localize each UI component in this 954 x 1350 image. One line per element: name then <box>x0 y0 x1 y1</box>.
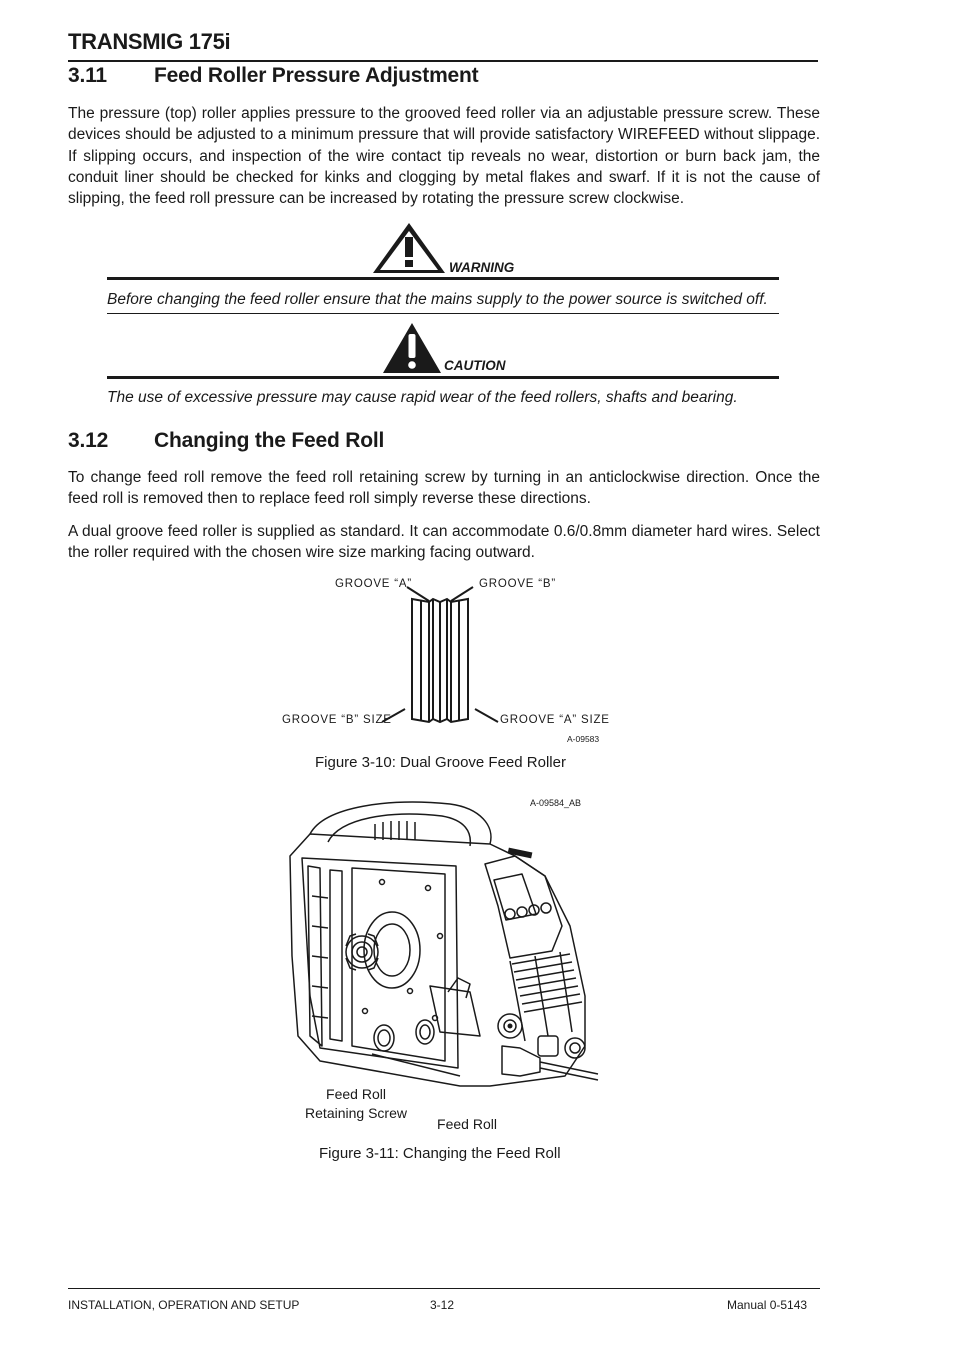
figure-code: A-09584_AB <box>530 798 582 808</box>
groove-b-size-label: GROOVE “B” SIZE <box>282 714 392 726</box>
feed-roll-retaining-screw-callout <box>295 1085 417 1123</box>
groove-b-label: GROOVE “B” <box>479 578 557 590</box>
figure-3-11-caption: Figure 3-11: Changing the Feed Roll <box>319 1145 561 1162</box>
caution-icon <box>382 322 442 374</box>
figure-code: A-09583 <box>567 734 600 744</box>
caution-label: CAUTION <box>444 358 506 373</box>
warning-rule-top <box>107 277 779 280</box>
callout-line: Feed Roll <box>326 1086 386 1102</box>
section-title: Changing the Feed Roll <box>154 429 385 452</box>
callout-line: Retaining Screw <box>305 1105 407 1121</box>
footer-manual-number: Manual 0-5143 <box>727 1298 808 1312</box>
warning-icon <box>372 222 446 274</box>
footer-page-number: 3-12 <box>430 1298 455 1312</box>
dual-groove-roller-drawing <box>380 585 500 725</box>
warning-rule-bottom <box>107 313 779 314</box>
title-rule <box>68 60 818 62</box>
groove-a-size-label: GROOVE “A” SIZE <box>500 714 610 726</box>
footer-section: INSTALLATION, OPERATION AND SETUP <box>68 1298 300 1312</box>
groove-a-label: GROOVE “A” <box>335 578 413 590</box>
warning-label: WARNING <box>449 260 515 275</box>
section-3-12-body-1: To change feed roll remove the feed roll retaining screw by turning in an anticlockwise direction. Once the feed roll is removed then to replace feed roll simply reverse these directions. <box>68 469 820 508</box>
section-3-11-heading <box>68 64 478 88</box>
footer-rule <box>68 1288 820 1289</box>
figure-3-10-caption: Figure 3-10: Dual Groove Feed Roller <box>315 754 566 771</box>
section-3-12-body-2: A dual groove feed roller is supplied as standard. It can accommodate 0.6/0.8mm diameter hard wires. Select the roller required with the chosen wire size marking facing outward. <box>68 523 820 562</box>
section-number: 3.11 <box>68 64 107 87</box>
section-title: Feed Roller Pressure Adjustment <box>154 64 479 87</box>
section-3-12-heading <box>68 429 384 453</box>
feed-roll-callout: Feed Roll <box>437 1116 497 1132</box>
warning-text: Before changing the feed roller ensure that the mains supply to the power source is switched off. <box>107 291 768 308</box>
welder-drawing <box>280 796 610 1096</box>
section-number: 3.12 <box>68 429 109 452</box>
document-title: TRANSMIG 175i <box>68 29 231 54</box>
caution-text: The use of excessive pressure may cause rapid wear of the feed rollers, shafts and bearing. <box>107 389 738 406</box>
section-3-11-body: The pressure (top) roller applies pressure to the grooved feed roller via an adjustable pressure screw. These devices should be adjusted to a minimum pressure that will provide satisfactory WIREFEED without slippage. If slipping occurs, and inspection of the wire contact tip reveals no wear, distortion or burn back jam, the conduit liner should be checked for kinks and clogging by metal flakes and swarf. If it is not the cause of slipping, the feed roll pressure can be increased by rotating the pressure screw clockwise. <box>68 105 820 208</box>
caution-rule-top <box>107 376 779 379</box>
